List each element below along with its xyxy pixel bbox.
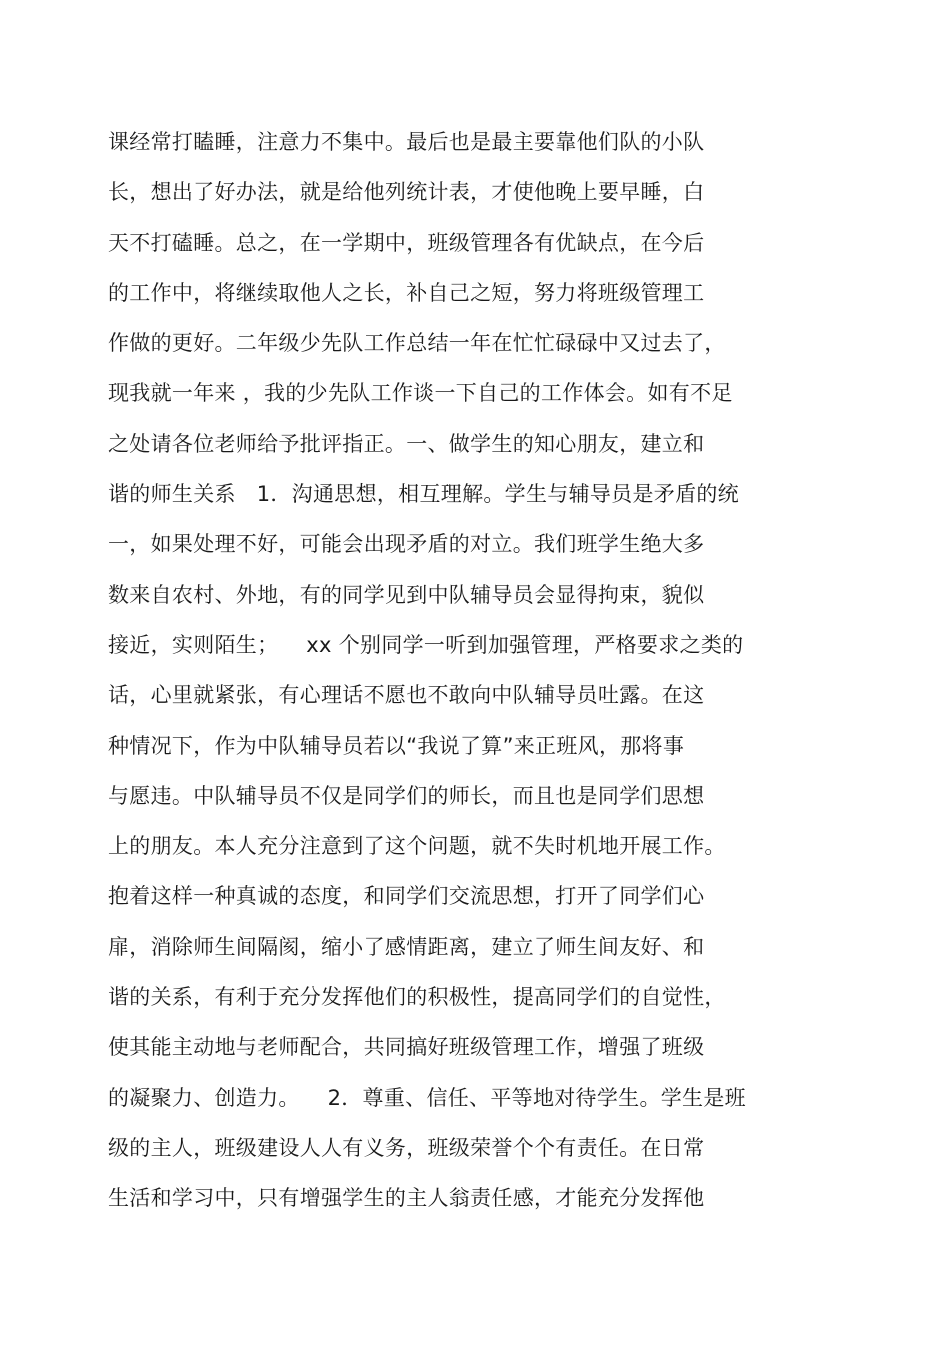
text-line: 一，如果处理不好，可能会出现矛盾的对立。我们班学生绝大多 <box>108 532 705 557</box>
text-line: 上的朋友。本人充分注意到了这个问题，就不失时机地开展工作。 <box>108 834 726 859</box>
text-line: 数来自农村、外地，有的同学见到中队辅导员会显得拘束，貌似 <box>108 582 705 607</box>
text-line: 使其能主动地与老师配合，共同搞好班级管理工作，增强了班级 <box>108 1035 705 1060</box>
text-line: 种情况下，作为中队辅导员若以“我说了算”来正班风，那将事 <box>108 733 685 758</box>
text-line: 抱着这样一种真诚的态度，和同学们交流思想，打开了同学们心 <box>108 884 705 909</box>
text-line: 的凝聚力、创造力。 2．尊重、信任、平等地对待学生。学生是班 <box>108 1085 746 1110</box>
text-line: 课经常打瞌睡，注意力不集中。最后也是最主要靠他们队的小队 <box>108 130 705 154</box>
text-line: 作做的更好。二年级少先队工作总结一年在忙忙碌碌中又过去了， <box>108 331 726 356</box>
text-line: 长，想出了好办法，就是给他列统计表，才使他晚上要早睡，白 <box>108 180 705 205</box>
text-line: 级的主人，班级建设人人有义务，班级荣誉个个有责任。在日常 <box>108 1135 705 1160</box>
text-line: 谐的关系，有利于充分发挥他们的积极性，提高同学们的自觉性， <box>108 985 726 1010</box>
text-line: 接近，实则陌生； xx 个别同学一听到加强管理，严格要求之类的 <box>108 632 744 657</box>
text-line: 扉，消除师生间隔阂，缩小了感情距离，建立了师生间友好、和 <box>108 934 705 959</box>
text-line: 现我就一年来 ，我的少先队工作谈一下自己的工作体会。如有不足 <box>108 381 733 406</box>
text-line: 与愿违。中队辅导员不仅是同学们的师长，而且也是同学们思想 <box>108 783 705 808</box>
document-body <box>108 124 808 1231</box>
text-line: 天不打磕睡。总之，在一学期中，班级管理各有优缺点，在今后 <box>108 230 705 255</box>
text-line: 生活和学习中，只有增强学生的主人翁责任感，才能充分发挥他 <box>108 1186 705 1211</box>
text-line: 之处请各位老师给予批评指正。一、做学生的知心朋友，建立和 <box>108 431 705 456</box>
text-line: 的工作中，将继续取他人之长，补自己之短，努力将班级管理工 <box>108 280 705 305</box>
text-line: 谐的师生关系 1．沟通思想，相互理解。学生与辅导员是矛盾的统 <box>108 482 739 507</box>
text-line: 话，心里就紧张，有心理话不愿也不敢向中队辅导员吐露。在这 <box>108 683 705 708</box>
